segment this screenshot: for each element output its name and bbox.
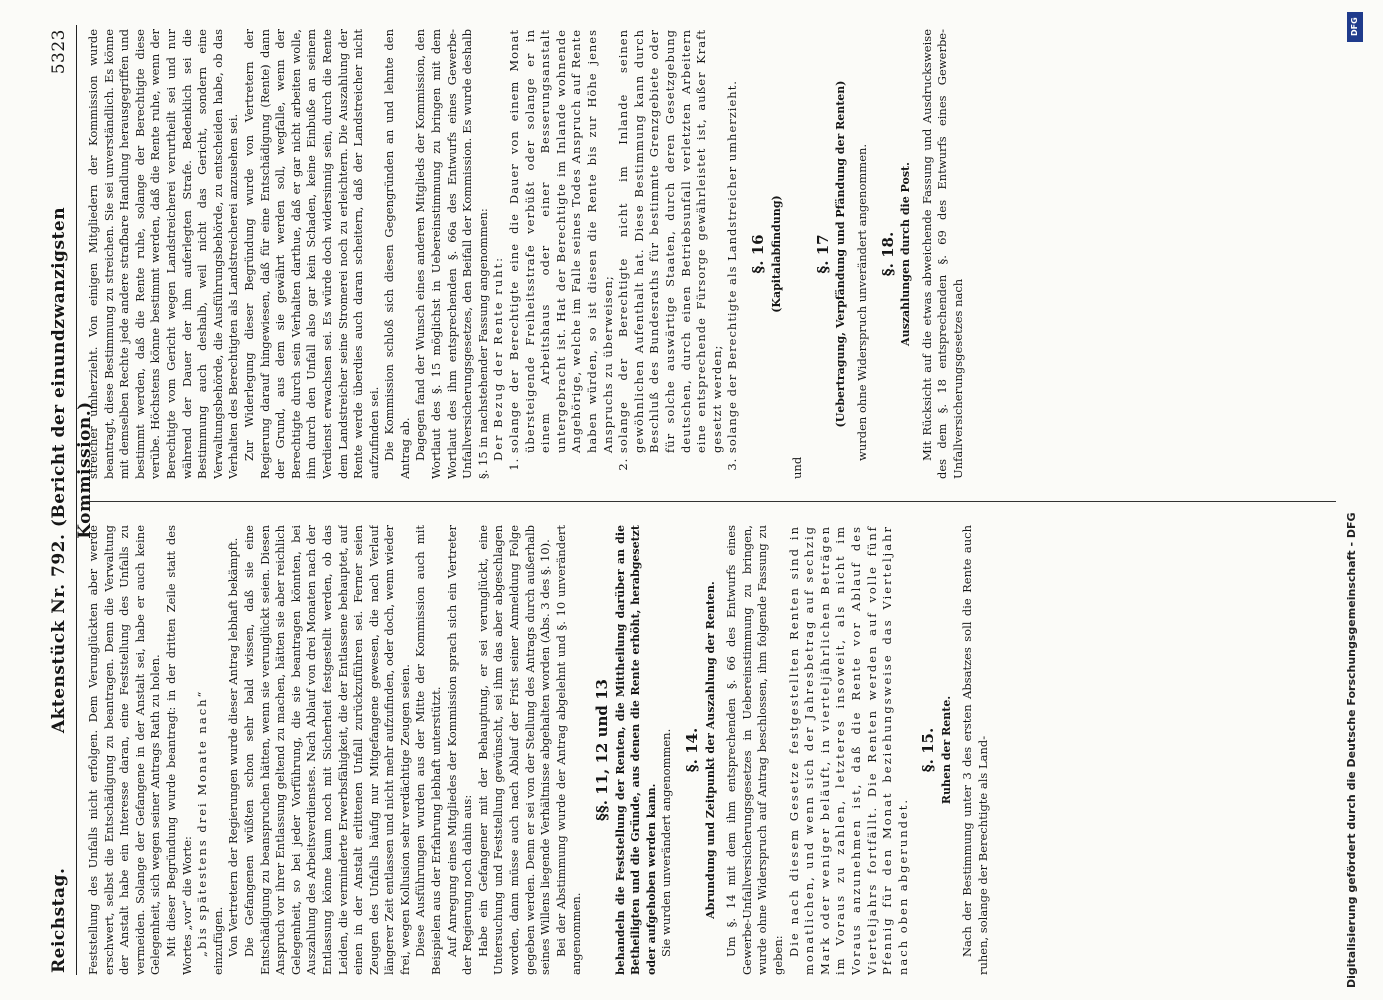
paragraph: Sie wurden unverändert angenommen. <box>659 728 674 957</box>
section-heading: §. 15. <box>919 727 938 773</box>
paragraph: Dagegen fand der Wunsch eines anderen Mitglieds der Kommission, den Wortlaut des §. 15 möglichst in Uebereinstimmung zu bringen mit dem Wortlaut des ihm entsprechenden §. 66a des Entwurfs eines Gewerbe-Unfallversicherungsgesetzes, den Beifall der Kommission. Es wurde deshalb §. 15 in nachstehender Fassung angenommen: <box>413 29 490 479</box>
paragraph: Um §. 14 mit dem ihm entsprechenden §. 66 des Entwurfs eines Gewerbe-Unfallversicherungsgesetzes in Uebereinstimmung zu bringen, wurde ohne Widerspruch auf Antrag beschlossen, ihm folgende Fassung zu geben: <box>724 525 785 975</box>
paragraph: und <box>790 456 805 479</box>
list-item: 1. solange der Berechtigte eine die Dauer von einem Monat übersteigende Freiheitsstrafe verbüßt oder solange er in einem Arbeitshaus oder einer Besserungsanstalt untergebracht ist. Hat der Berechtigte im Inlande wohnende Angehörige, welche im Falle seines Todes Anspruch auf Rente haben würden, so ist diesen die Rente bis zur Höhe jenes Anspruchs zu überweisen; <box>507 29 616 453</box>
header-left: Reichstag. <box>49 867 69 973</box>
paragraph: Nach der Bestimmung unter 3 des ersten Absatzes soll die Rente auch ruhen, solange der Berechtigte als Land- <box>960 525 991 975</box>
paragraph: Bei der Abstimmung wurde der Antrag abgelehnt und §. 10 unverändert angenommen. <box>553 525 584 975</box>
section-subtitle: Abrundung und Zeitpunkt der Auszahlung der Renten. <box>703 581 717 919</box>
paragraph: Mit dieser Begründung wurde beantragt: in der dritten Zeile statt des Wortes „vor“ die Worte: <box>163 525 194 975</box>
digitization-credit <box>1344 8 1364 998</box>
paragraph: Die Gefangenen wüßten schon sehr bald wissen, daß sie eine Entschädigung zu beanspruchen hätten, wenn sie verunglückt seien. Diesen Anspruch vor ihrer Entlassung geltend zu machen, hätten sie aber reichlich Gelegenheit, so bei jeder Vorführung, die sie beantragen könnten, bei Auszahlung des Arbeitsverdienstes. Nach Ablauf von drei Monaten nach der Entlassung könne kaum noch mit Sicherheit festgestellt werden, ob das Leiden, die verminderte Erwerbsfähigkeit, die der Entlassene behauptet, auf einen in der Anstalt erlittenen Unfall zurückzuführen sei. Ferner seien Zeugen des Unfalls häufig nur Mitgefangene gewesen, die nach Verlauf längerer Zeit entlassen und nicht mehr aufzufinden, oder doch, wenn wieder frei, wegen Kollusion sehr verdächtige Zeugen seien. <box>241 525 412 975</box>
section-heading: §. 16 <box>748 234 767 274</box>
paragraph: Auf Anregung eines Mitgliedes der Kommission sprach sich ein Vertreter der Regierung noch dahin aus: <box>444 525 475 975</box>
paragraph: Habe ein Gefangener mit der Behauptung, er sei verunglückt, eine Untersuchung und Feststellung gewünscht, sei ihm das aber abgeschlagen worden, dann müsse auch nach Ablauf der Frist seiner Anmeldung Folge gegeben werden. Denn er sei von der Stellung des Antrags durch außerhalb seines Willens liegende Verhältnisse abgehalten worden (Abs. 3 des §. 10). <box>475 525 553 975</box>
paragraph: streicher umherzieht. Von einigen Mitgliedern der Kommission wurde beantragt, diese Bestimmung zu streichen. Sie sei unverständlich. Es könne mit demselben Rechte jede andere strafbare Handlung herausgegriffen und bestimmt werden, daß die Rente ruhe, solange der Berechtigte diese verübe. Höchstens könne bestimmt werden, daß die Rente ruhe, wenn der Berechtigte vom Gericht wegen Landstreicherei verurtheilt sei und nur während der Dauer der ihm auferlegten Strafe. Bedenklich sei die Bestimmung auch deshalb, weil nicht das Gericht, sondern eine Verwaltungsbehörde, die Ausführungsbehörde, zu entscheiden habe, ob das Verhalten des Berechtigten als Landstreicherei anzusehen sei. <box>86 29 241 479</box>
header-title: Aktenstück Nr. 792. (Bericht der einundzwanzigsten Kommission.) <box>49 206 95 734</box>
paragraph: Zur Widerlegung dieser Begründung wurde von Vertretern der Regierung darauf hingewiesen, daß für eine Entschädigung (Rente) dann der Grund, aus dem sie gewährt werden soll, wegfalle, wenn der Berechtigte durch sein Verhalten darthue, daß er gar nicht arbeiten wolle, ihm durch den Unfall also gar kein Schaden, keine Einbuße an seinem Verdienst erwachsen sei. Es würde doch widersinnig sein, durch die Rente dem Landstreicher seine Stromerei noch zu erleichtern. Die Auszahlung der Rente werde überdies auch daran scheitern, daß der Landstreicher nicht aufzufinden sei. <box>241 29 381 479</box>
list-item: 2. solange der Berechtigte nicht im Inlande seinen gewöhnlichen Aufenthalt hat. Diese Bestimmung kann durch Beschluß des Bundesraths für bestimmte Grenzgebiete oder für solche auswärtige Staaten, durch deren Gesetzgebung deutschen, durch einen Betriebsunfall verletzten Arbeitern eine entsprechende Fürsorge gewährleistet ist, außer Kraft gesetzt werden; <box>616 29 725 453</box>
left-column <box>86 525 1336 975</box>
section-heading: §. 18. <box>878 231 897 277</box>
section-subtitle: (Uebertragung, Verpfändung und Pfändung der Renten) <box>834 80 848 428</box>
dfg-logo <box>1347 12 1363 42</box>
credit-text: Digitalisierung gefördert durch die Deutsche Forschungsgemeinschaft - DFG <box>1345 512 1358 988</box>
section-subtitle: Auszahlungen durch die Post. <box>899 162 913 346</box>
paragraph: Feststellung des Unfalls nicht erfolgen. Dem Verunglückten aber werde erschwert, selbst die Entschädigung zu beantragen. Denn die Verwaltung der Anstalt habe ein Interesse daran, eine Feststellung des Unfalls zu vermeiden. Solange der Gefangene in der Anstalt sei, habe er auch keine Gelegenheit, sich wegen seiner Antrags Rath zu holen. <box>86 525 163 975</box>
section-subtitle: (Kapitalabfindung) <box>769 195 783 313</box>
paragraph: Die Kommission schloß sich diesen Gegengründen an und lehnte den Antrag ab. <box>382 29 412 479</box>
numbered-list <box>507 29 741 479</box>
paragraph: Mit Rücksicht auf die etwas abweichende Fassung und Ausdrucksweise des dem §. 18 entsprechenden §. 69 des Entwurfs eines Gewerbe-Unfallversicherungsgesetzes nach <box>919 29 965 479</box>
paragraph: einzufügen. <box>210 906 225 975</box>
document-page <box>46 25 1336 975</box>
section-heading: §. 14. <box>682 727 701 773</box>
text-columns <box>86 25 1336 975</box>
paragraph: Diese Ausführungen wurden aus der Mitte der Kommission auch mit Beispielen aus der Erfahrung lebhaft unterstützt. <box>413 525 444 975</box>
dfg-logo-text: DFG <box>1350 17 1359 37</box>
paragraph: Von Vertretern der Regierungen wurde dieser Antrag lebhaft bekämpft. <box>226 537 241 957</box>
section-heading: §. 17 <box>813 234 832 274</box>
quoted-phrase: „bis spätestens drei Monate nach“ <box>195 689 210 957</box>
column-divider <box>86 501 1336 502</box>
page-header <box>46 25 95 975</box>
right-column <box>86 29 1336 479</box>
section-subtitle: Ruhen der Rente. <box>939 695 953 805</box>
list-item: 3. solange der Berechtigte als Landstreicher umherzieht. <box>725 29 741 453</box>
section-summary: behandeln die Feststellung der Renten, die Mittheilung darüber an die Betheiligten und die Gründe, aus denen die Rente erhöht, herabgesetzt oder aufgehoben werden kann. <box>613 525 658 975</box>
paragraph: wurden ohne Widerspruch unverändert angenommen. <box>854 143 869 461</box>
paragraph: Der Bezug der Rente ruht: <box>491 256 506 461</box>
quoted-text: Die nach diesem Gesetze festgestellten Renten sind in monatlichen, und wenn sich der Jahresbetrag auf sechzig Mark oder weniger beläuft, in vierteljährlichen Beträgen im Voraus zu zahlen, letzteres insoweit, als nicht im Voraus anzunehmen ist, daß die Rente vor Ablauf des Vierteljahrs fortfällt. Die Renten werden auf volle fünf Pfennig für den Monat beziehungsweise das Vierteljahr nach oben abgerundet. <box>786 525 910 975</box>
section-heading: §§. 11, 12 und 13 <box>593 679 611 821</box>
page-number: 5323 <box>49 29 69 75</box>
